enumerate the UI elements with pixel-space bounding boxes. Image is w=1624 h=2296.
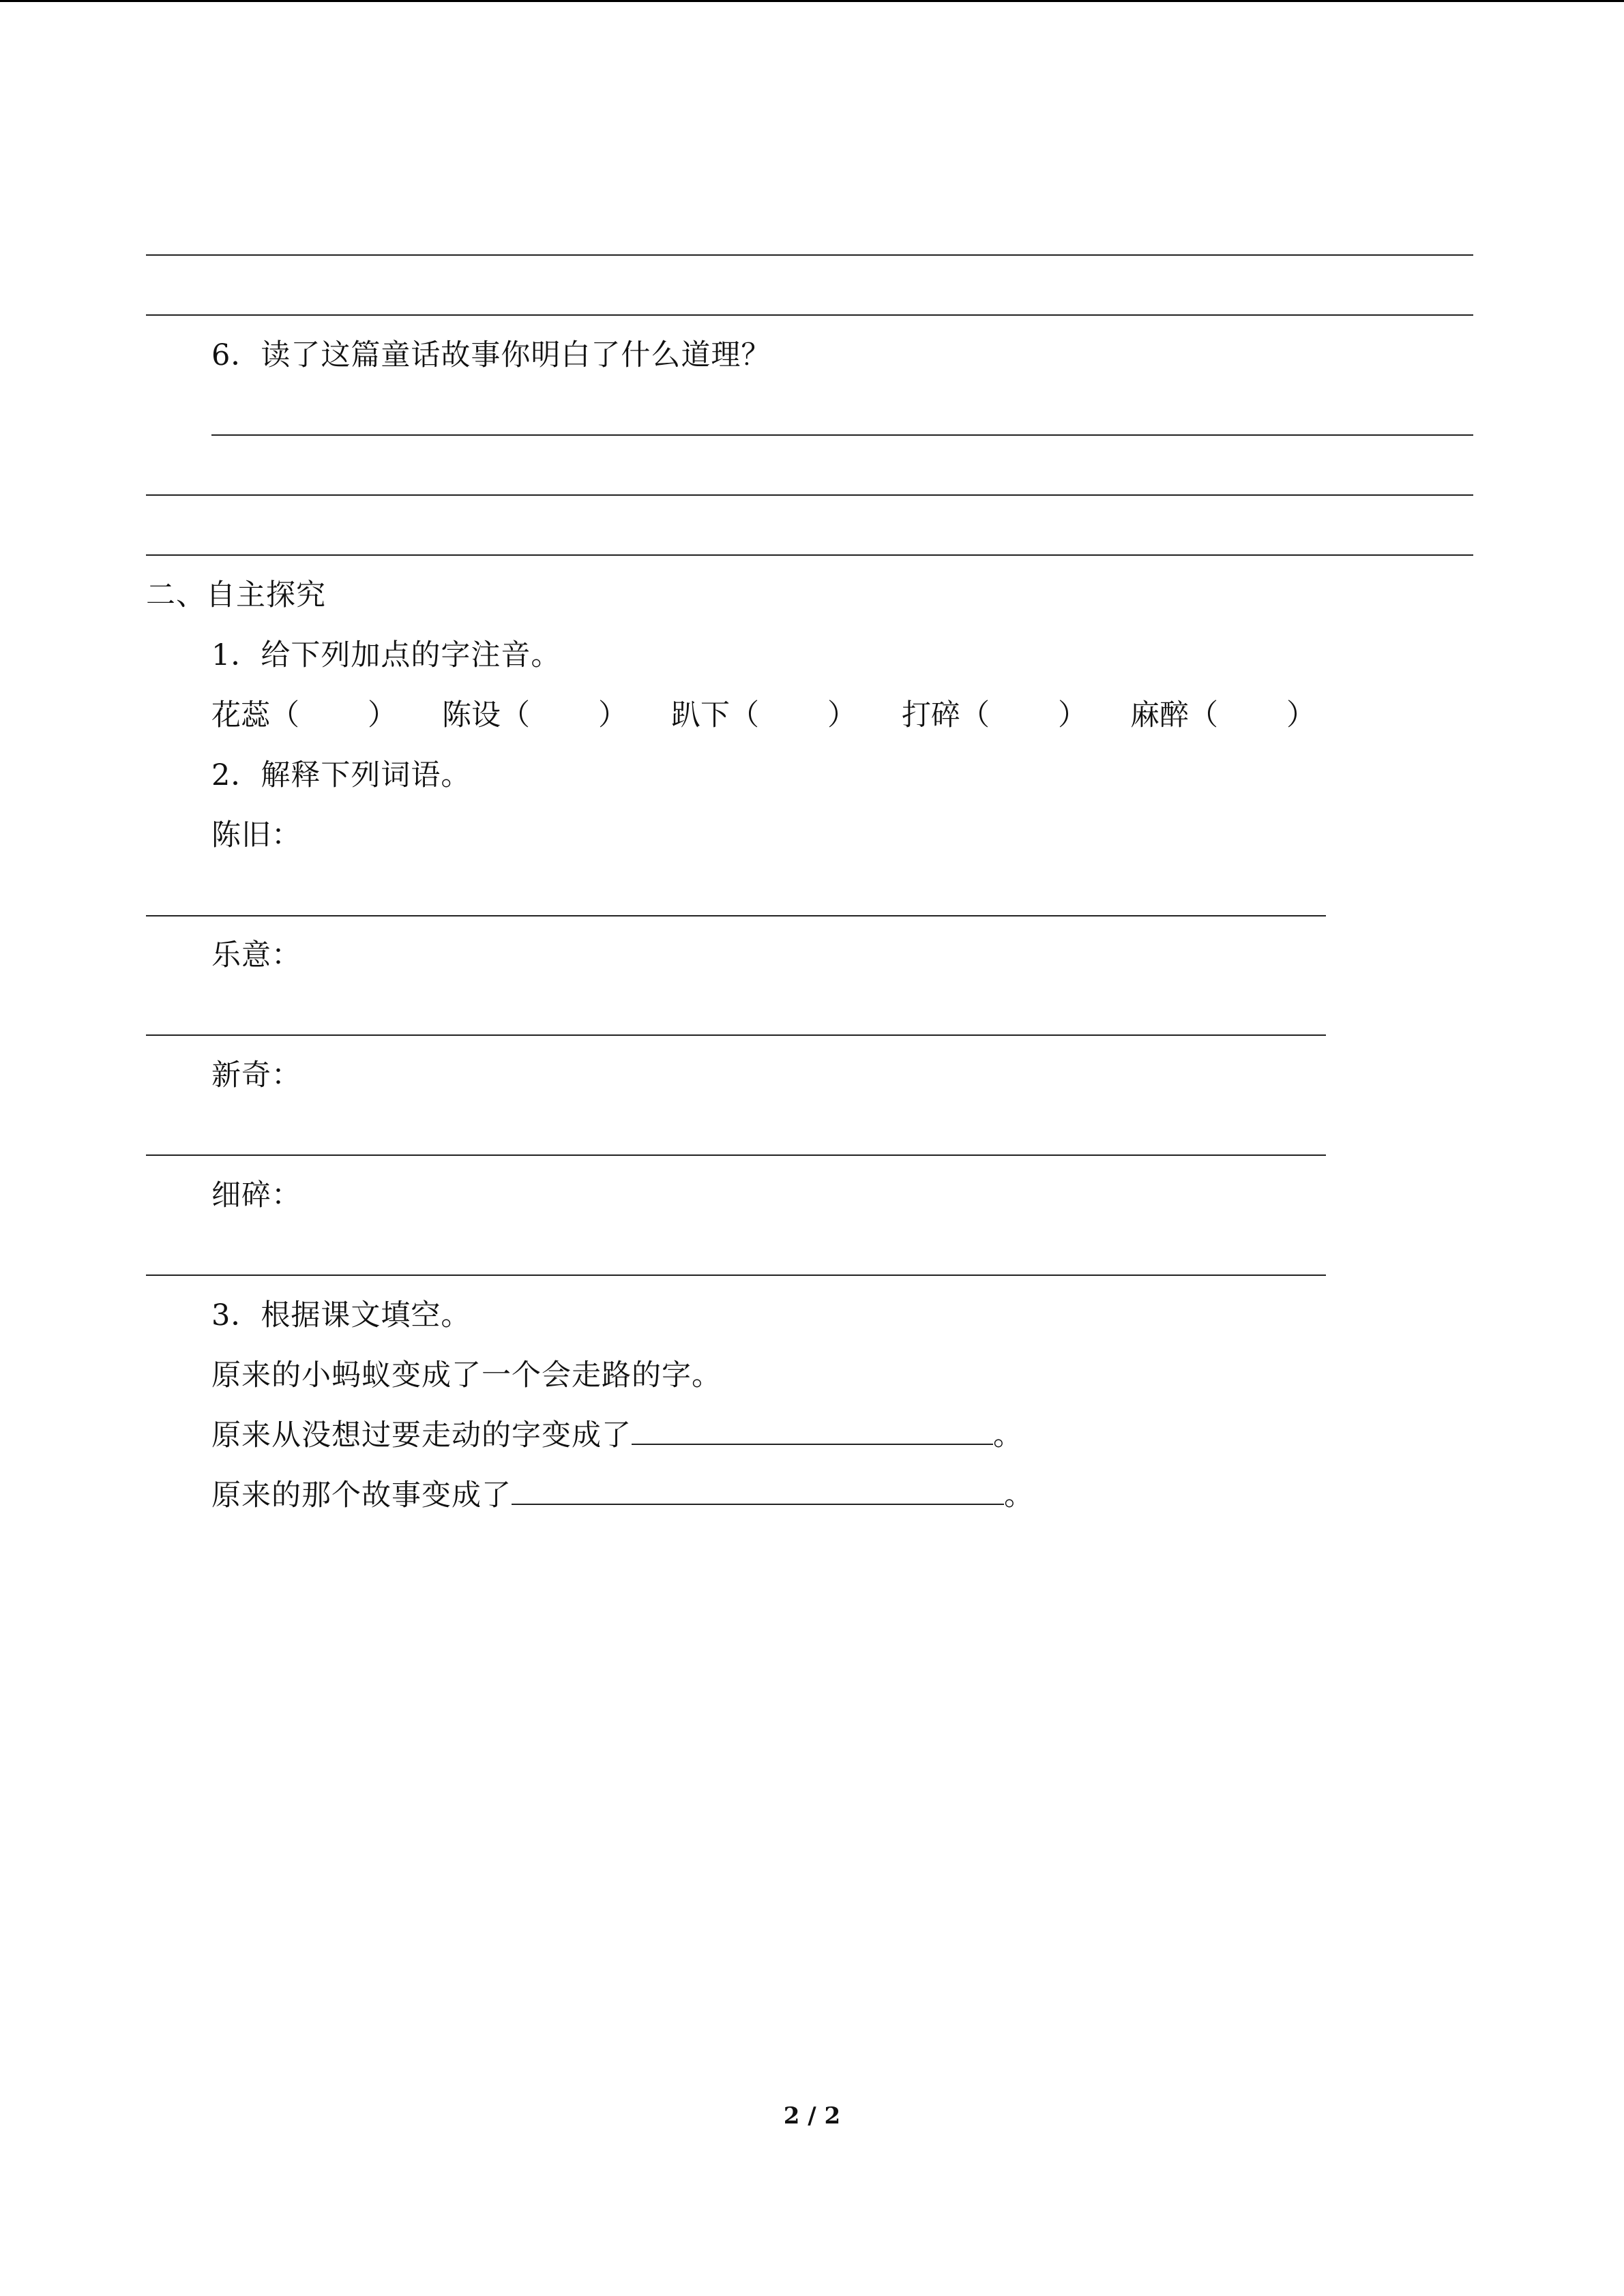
fill-line-1: 原来的小蚂蚁变成了一个会走路的字。 <box>211 1358 722 1392</box>
fill-blank[interactable] <box>632 1416 993 1445</box>
question-2-label: 2．解释下列词语。 <box>211 758 471 792</box>
term-answer-line[interactable] <box>146 1154 1326 1156</box>
answer-line[interactable] <box>146 494 1473 496</box>
pinyin-word: 打碎 <box>902 698 960 732</box>
pinyin-item: 花蕊（ ） <box>211 698 397 732</box>
pinyin-item: 陈设（ ） <box>442 698 628 732</box>
pinyin-item: 趴下（ ） <box>671 698 857 732</box>
question-6-label: 6．读了这篇童话故事你明白了什么道理？ <box>211 338 771 372</box>
fill-line-2-prefix: 原来从没想过要走动的字变成了 <box>211 1418 632 1452</box>
question-1-label: 1．给下列加点的字注音。 <box>211 638 561 672</box>
end-mark: 。 <box>1004 1478 1034 1512</box>
pinyin-word: 麻醉 <box>1130 698 1189 732</box>
pinyin-item: 打碎（ ） <box>902 698 1087 732</box>
fill-blank[interactable] <box>512 1476 1004 1505</box>
pinyin-word: 陈设 <box>442 698 501 732</box>
fill-line-2 <box>211 1415 1023 1456</box>
answer-line[interactable] <box>211 434 1473 436</box>
term-label: 陈旧： <box>211 818 301 852</box>
fill-line-3-prefix: 原来的那个故事变成了 <box>211 1478 512 1512</box>
end-mark: 。 <box>993 1418 1023 1452</box>
pinyin-item: 麻醉（ ） <box>1130 698 1316 732</box>
answer-line[interactable] <box>146 554 1473 556</box>
page-number: 2 / 2 <box>783 2102 841 2130</box>
answer-line[interactable] <box>146 254 1473 256</box>
term-label: 乐意： <box>211 938 301 972</box>
section-2-title: 二、自主探究 <box>146 578 326 612</box>
term-answer-line[interactable] <box>146 915 1326 916</box>
page-top-border <box>0 0 1624 2</box>
term-label: 新奇： <box>211 1058 301 1092</box>
answer-line[interactable] <box>146 314 1473 316</box>
question-3-label: 3．根据课文填空。 <box>211 1298 471 1332</box>
pinyin-word: 花蕊 <box>211 698 270 732</box>
pinyin-word: 趴下 <box>671 698 730 732</box>
term-answer-line[interactable] <box>146 1274 1326 1276</box>
term-answer-line[interactable] <box>146 1034 1326 1036</box>
fill-line-3 <box>211 1475 1034 1516</box>
term-label: 细碎： <box>211 1178 301 1212</box>
